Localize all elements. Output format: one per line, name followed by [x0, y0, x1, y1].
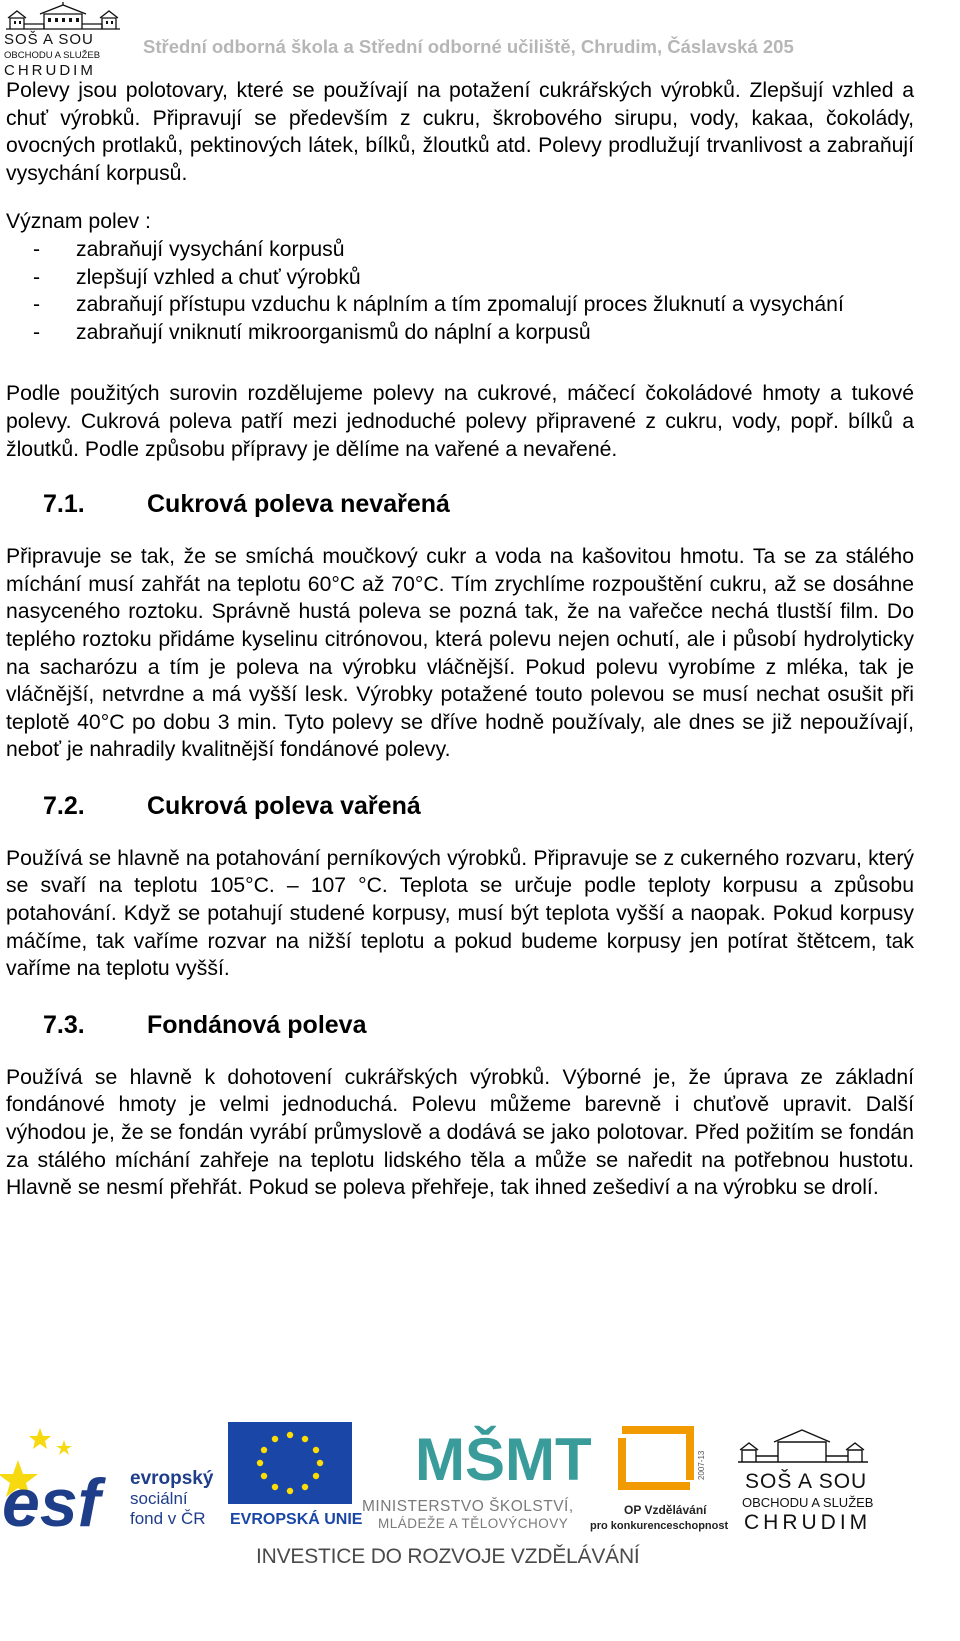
op-frame-icon	[622, 1430, 690, 1486]
esf-logo	[0, 1428, 214, 1541]
op-line-1: OP Vzdělávání	[624, 1503, 707, 1517]
section-title: Cukrová poleva vařená	[147, 791, 421, 820]
school-logo	[4, 2, 122, 78]
logo-line-2: OBCHODU A SLUŽEB	[4, 50, 101, 61]
section-title: Cukrová poleva nevařená	[147, 490, 450, 519]
esf-line-1: evropský	[130, 1468, 214, 1489]
esf-line-3: fond v ČR	[130, 1509, 206, 1528]
logo-line-1: SOŠ A SOU	[745, 1470, 868, 1493]
eu-logo	[228, 1422, 363, 1528]
logo-line-3: CHRUDIM	[744, 1511, 872, 1534]
op-logo	[590, 1430, 728, 1532]
op-side-text: 2007-13	[697, 1450, 706, 1480]
msmt-letters: MŠMT	[415, 1426, 592, 1493]
funding-logos	[0, 1418, 960, 1641]
page-header	[0, 0, 960, 78]
msmt-line-2: MLÁDEŽE A TĚLOVÝCHOVY	[378, 1516, 569, 1531]
list-item: - zlepšují vzhled a chuť výrobků	[6, 264, 914, 292]
list-item: - zabraňují přístupu vzduchu k náplním a tím zpomalují proces žluknutí a vysychání	[6, 291, 914, 319]
logo-line-1: SOŠ A SOU	[4, 31, 94, 48]
section-number: 7.3.	[43, 1010, 85, 1039]
chateau-icon	[738, 1430, 868, 1462]
list-item: - zabraňují vysychání korpusů	[6, 236, 914, 264]
intro-paragraph: Polevy jsou polotovary, které se používají na potažení cukrářských výrobků. Zlepšují vzhled a chuť výrobků. Připravují se především z cukru, škrobového sirupu, vody, kakaa, čokolády, ovocných protlaků, pektinových látek, bílků, žloutků atd. Polevy prodlužují trvanlivost a zabraňují vysychání korpusů.	[6, 79, 914, 185]
significance-list	[6, 236, 914, 346]
list-item: - zabraňují vniknutí mikroorganismů do náplní a korpusů	[6, 319, 914, 347]
section-number: 7.1.	[43, 490, 85, 519]
msmt-logo	[362, 1426, 592, 1531]
op-line-2: pro konkurenceschopnost	[590, 1520, 729, 1532]
document-body	[6, 77, 914, 1202]
logo-line-2: OBCHODU A SLUŽEB	[742, 1495, 874, 1510]
section-paragraph: Připravuje se tak, že se smíchá moučkový cukr a voda na kašovitou hmotu. Ta se za stálého míchání musí zahřát na teplotu 60°C až 70°C. Tím zrychlíme rozpouštění cukru, až se dosáhne nasyceného roztoku. Správně hustá poleva se pozná tak, že na vařečce nechá tlustší film. Do teplého roztoku přidáme kyselinu citrónovou, která polevu nejen ochutí, ale i působí hydrolyticky na sacharózu a tím je poleva na výrobku vláčnější. Pokud polevu vyrobíme z mléka, tak je vláčnější, netvrdne a má vyšší lesk. Výrobky potažené touto polevou se musí nechat osušit při teplotě 40°C po dobu 3 min. Tyto polevy se dříve hodně používaly, ale dnes se již nepoužívají, neboť je nahradily kvalitnější fondánové polevy.	[6, 545, 914, 762]
section-heading	[6, 1010, 914, 1040]
section-number: 7.2.	[43, 791, 85, 820]
section-paragraph: Používá se hlavně k dohotovení cukrářských výrobků. Výborné je, že úprava ze základní fondánové hmoty je velmi jednoduchá. Polevu můžeme barevně i chuťově upravit. Další výhodou je, že se fondán vyrábí průmyslově a dodává se jako polotovar. Před požitím se fondán za stálého míchání zahřeje na teplotu lidského těla a může se naředit na potřebnou hustotu. Hlavně se nesmí přehřát. Pokud se poleva přehřeje, tak ihned zešediví a na výrobku se drolí.	[6, 1065, 914, 1200]
section-paragraph: Používá se hlavně na potahování perníkových výrobků. Připravuje se z cukerného rozvaru, který se svaří na teplotu 105°C. – 107 °C. Teplota se určuje podle teploty korpusu a způsobu potahování. Když se potahují studené korpusy, musí být teplota vyšší a naopak. Pokud korpusy máčíme, tak vaříme rozvar na nižší teplotu a pokud budeme korpusy jen potírat štětcem, tak vaříme na teplotu vyšší.	[6, 846, 914, 981]
esf-line-2: sociální	[130, 1489, 188, 1508]
eu-label: EVROPSKÁ UNIE	[230, 1511, 363, 1528]
investment-tagline: INVESTICE DO ROZVOJE VZDĚLÁVÁNÍ	[256, 1545, 640, 1568]
chateau-icon	[4, 2, 122, 30]
esf-letters: esf	[2, 1465, 101, 1541]
section-heading	[6, 489, 914, 519]
school-logo-footer	[738, 1430, 873, 1534]
msmt-line-1: MINISTERSTVO ŠKOLSTVÍ,	[362, 1498, 574, 1515]
school-name: Střední odborná škola a Střední odborné učiliště, Chrudim, Čáslavská 205	[143, 36, 794, 57]
section-heading	[6, 791, 914, 821]
division-paragraph: Podle použitých surovin rozdělujeme polevy na cukrové, máčecí čokoládové hmoty a tukové polevy. Cukrová poleva patří mezi jednoduché polevy připravené z cukru, vody, popř. bílků a žloutků. Podle způsobu přípravy je dělíme na vařené a nevařené.	[6, 382, 914, 461]
logo-line-3: CHRUDIM	[4, 62, 96, 79]
significance-label: Význam polev :	[6, 210, 151, 234]
section-title: Fondánová poleva	[147, 1010, 367, 1039]
